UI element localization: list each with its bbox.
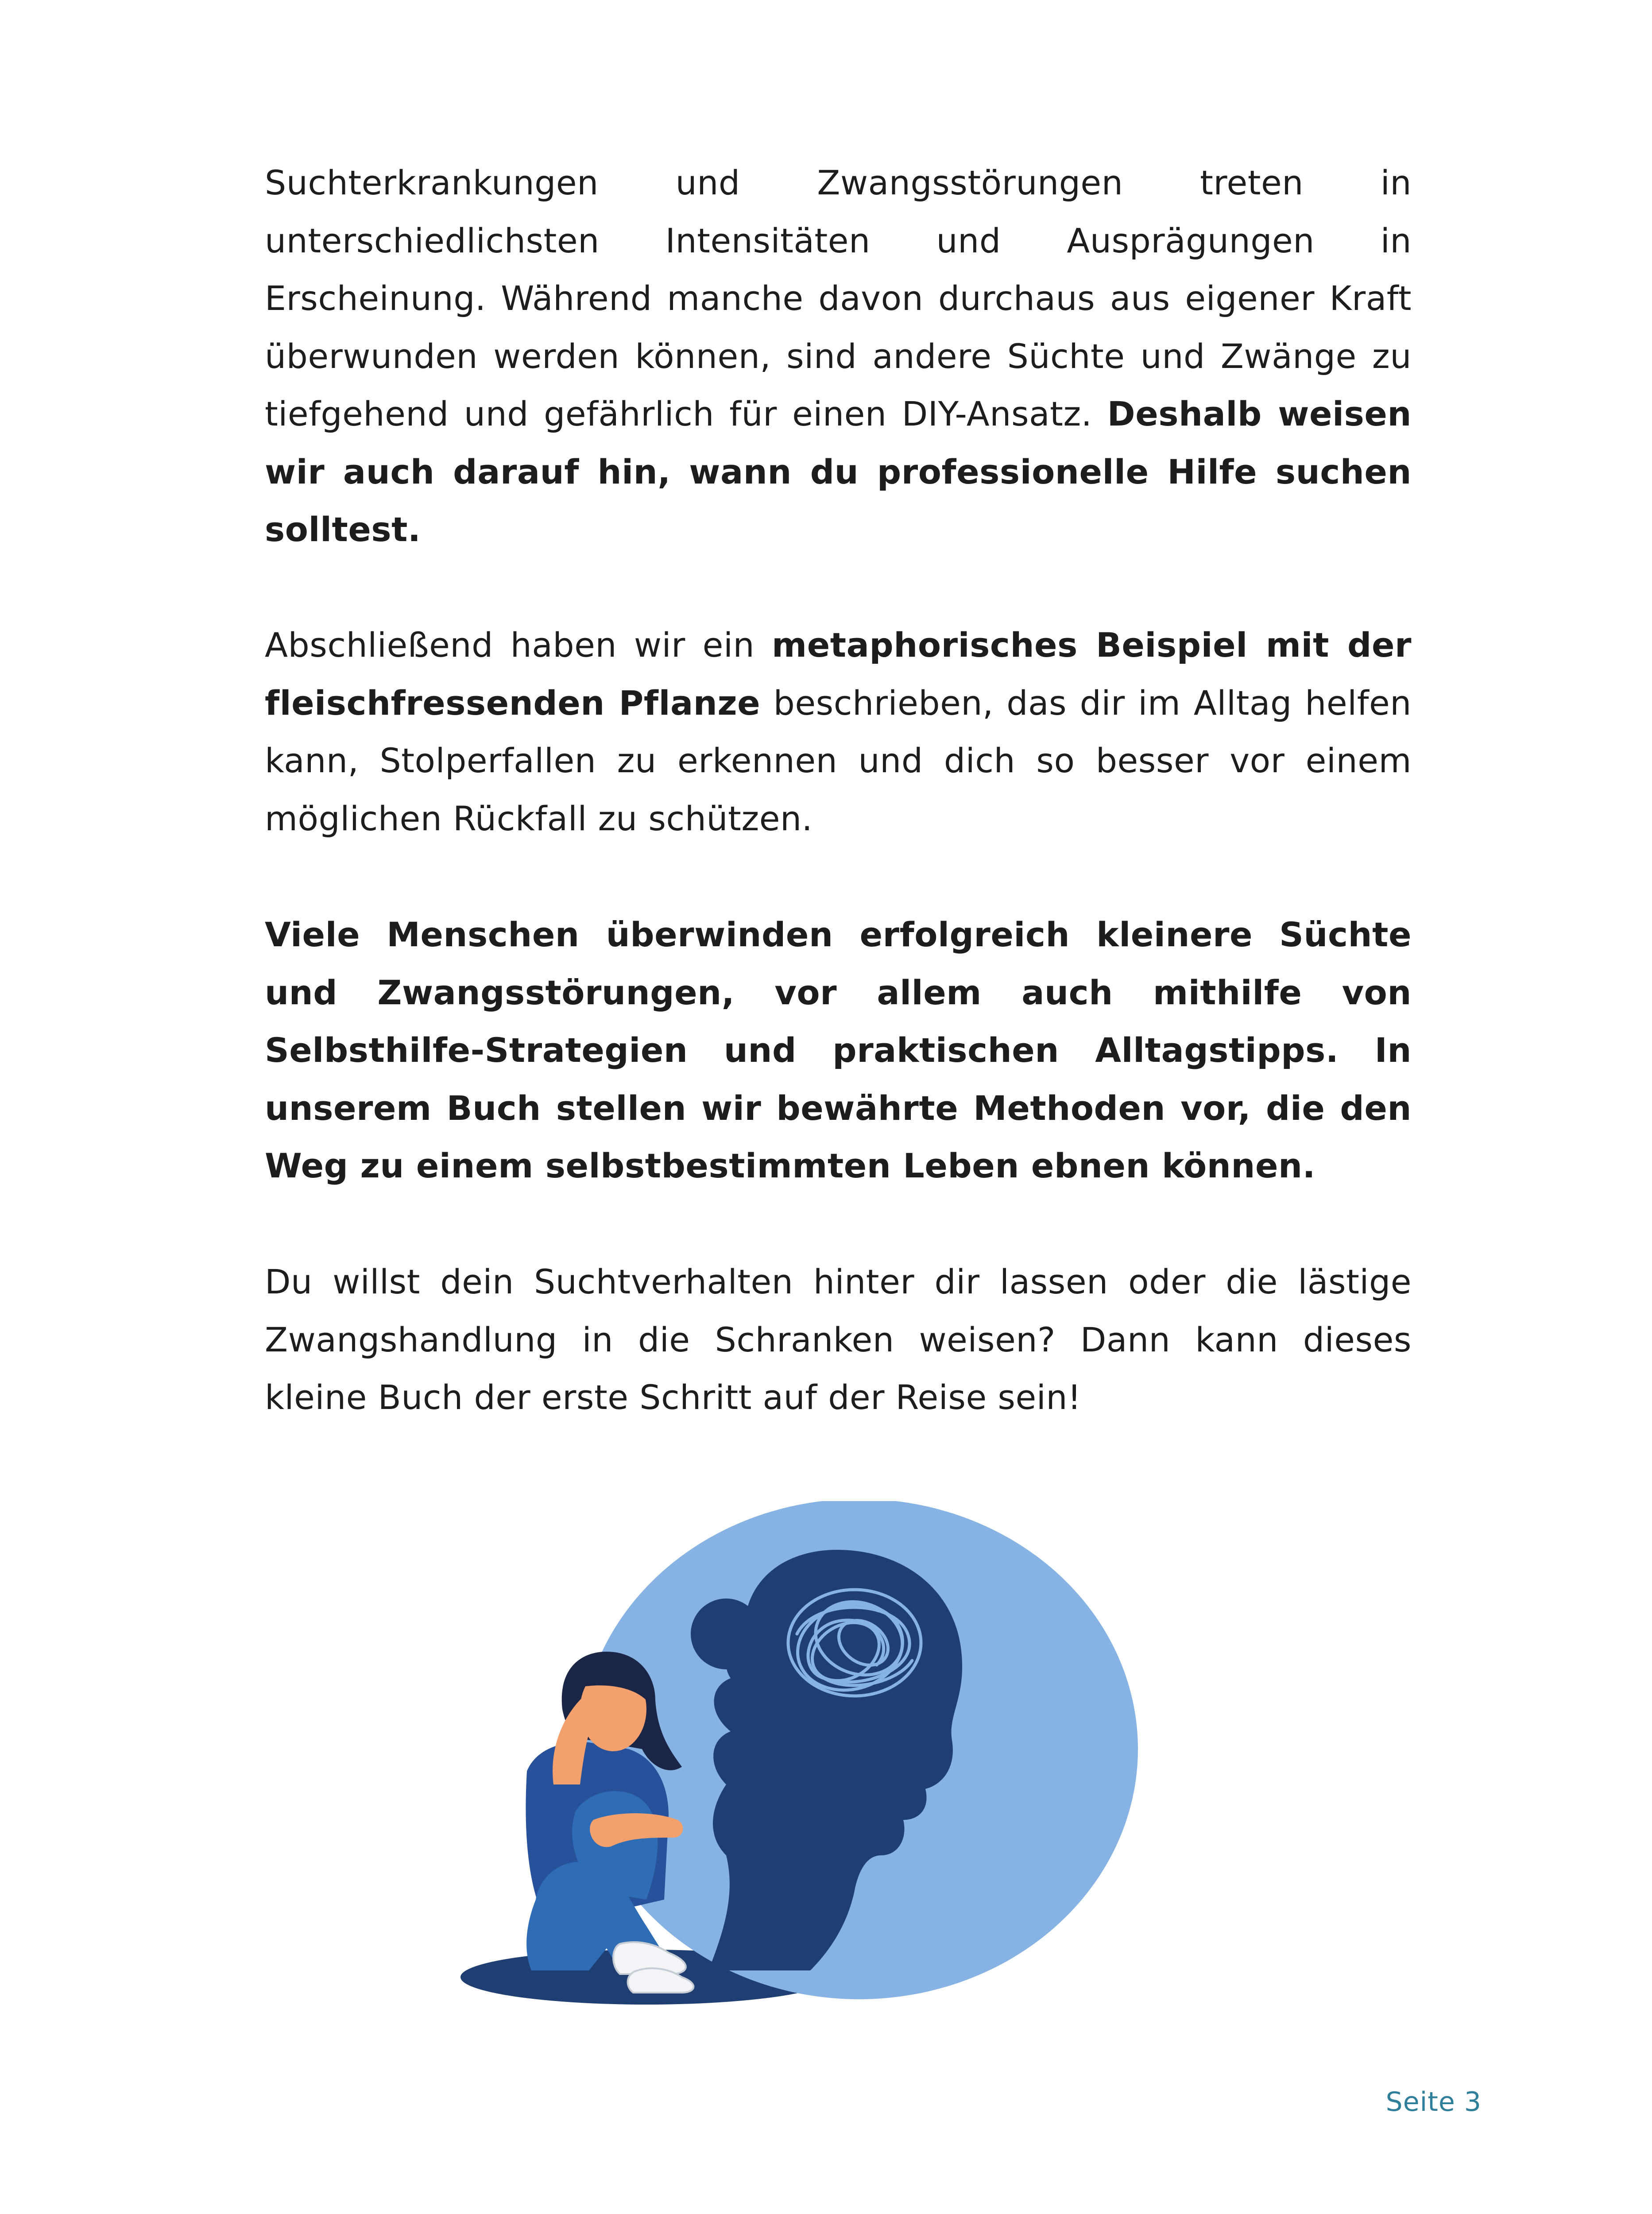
paragraph-intro-emphasis: Deshalb weisen wir auch darauf hin, wann du professionelle Hilfe suchen solltest. [265,394,1412,549]
paragraph-intro [265,154,1412,559]
shadow-bun [691,1599,762,1669]
paragraph-call-to-action [265,1253,1412,1427]
paragraph-metaphor [265,616,1412,848]
paragraph-highlight-text: Viele Menschen überwinden erfolgreich kleinere Süchte und Zwangsstörungen, vor allem auch mithilfe von Selbsthilfe-Strategien und praktischen Alltagstipps. In unserem Buch stellen wir bewährte Methoden vor, die den Weg zu einem selbstbestimmten Leben ebnen können. [265,915,1412,1185]
paragraph-intro-text: Suchterkrankungen und Zwangsstörungen treten in unterschiedlichsten Intensitäten und Ausprägungen in Erscheinung. Während manche davon durchaus aus eigener Kraft überwunden werden können, sind andere Süchte und Zwänge zu tiefgehend und gefährlich für einen DIY-Ansatz. [265,163,1412,434]
paragraph-metaphor-start: Abschließend haben wir ein [265,625,772,665]
paragraph-metaphor-emphasis: metaphorisches Beispiel mit der fleischfressenden Pflanze [265,625,1412,723]
page-number: Seite 3 [1385,2086,1482,2117]
paragraph-highlight [265,906,1412,1195]
paragraph-call-to-action-text: Du willst dein Suchtverhalten hinter dir lassen oder die lästige Zwangshandlung in die Schranken weisen? Dann kann dieses kleine Buch der erste Schritt auf der Reise sein! [265,1262,1412,1417]
paragraph-metaphor-end: beschrieben, das dir im Alltag helfen kann, Stolperfallen zu erkennen und dich so besser vor einem möglichen Rückfall zu schützen. [265,683,1412,838]
distressed-woman-illustration-icon [460,1501,1151,2015]
